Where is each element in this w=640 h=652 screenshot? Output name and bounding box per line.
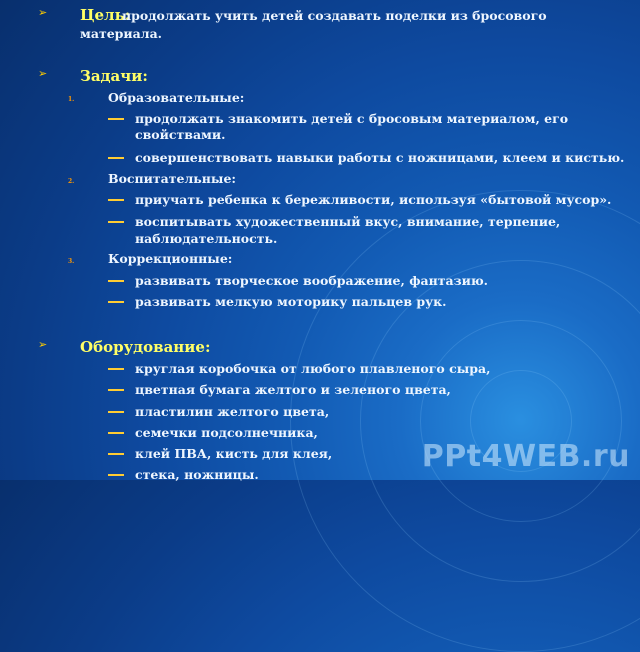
upbringing-item: наблюдательность. [135, 231, 278, 246]
number-bullet: 2. [68, 178, 75, 185]
correctional-item: развивать мелкую моторику пальцев рук. [135, 294, 447, 309]
site-watermark: PPt4WEB.ru [421, 439, 630, 474]
dash-bullet-icon [108, 118, 124, 120]
goal-label: Цель: [80, 6, 131, 24]
arrow-bullet-icon: ➢ [38, 67, 48, 80]
tasks-label: Задачи: [80, 67, 148, 85]
equipment-item: цветная бумага желтого и зеленого цвета, [135, 382, 451, 397]
ripple-decoration [290, 190, 640, 652]
goal-text-line1: продолжать учить детей создавать поделки из бросового [122, 8, 547, 23]
equipment-item: клей ПВА, кисть для клея, [135, 446, 333, 461]
dash-bullet-icon [108, 157, 124, 159]
equipment-item: круглая коробочка от любого плавленого сыра, [135, 361, 491, 376]
dash-bullet-icon [108, 432, 124, 434]
dash-bullet-icon [108, 221, 124, 223]
dash-bullet-icon [108, 368, 124, 370]
correctional-item: развивать творческое воображение, фантазию. [135, 273, 489, 288]
dash-bullet-icon [108, 411, 124, 413]
equipment-item: стека, ножницы. [135, 467, 259, 482]
correctional-title: Коррекционные: [108, 251, 233, 266]
dash-bullet-icon [108, 453, 124, 455]
arrow-bullet-icon: ➢ [38, 338, 48, 351]
goal-text-line2: материала. [80, 26, 163, 41]
dash-bullet-icon [108, 280, 124, 282]
equipment-label: Оборудование: [80, 338, 211, 356]
arrow-bullet-icon: ➢ [38, 6, 48, 19]
educational-item: совершенствовать навыки работы с ножницами, клеем и кистью. [135, 150, 625, 165]
equipment-item: пластилин желтого цвета, [135, 404, 330, 419]
dash-bullet-icon [108, 389, 124, 391]
ripple-decoration [420, 320, 622, 522]
dash-bullet-icon [108, 474, 124, 476]
dash-bullet-icon [108, 301, 124, 303]
upbringing-title: Воспитательные: [108, 171, 237, 186]
number-bullet: 3. [68, 258, 75, 265]
educational-item: свойствами. [135, 127, 226, 142]
equipment-item: семечки подсолнечника, [135, 425, 318, 440]
number-bullet: 1. [68, 96, 75, 103]
educational-title: Образовательные: [108, 90, 245, 105]
dash-bullet-icon [108, 199, 124, 201]
educational-item: продолжать знакомить детей с бросовым материалом, его [135, 111, 569, 126]
upbringing-item: приучать ребенка к бережливости, используя «бытовой мусор». [135, 192, 612, 207]
upbringing-item: воспитывать художественный вкус, внимание, терпение, [135, 214, 561, 229]
